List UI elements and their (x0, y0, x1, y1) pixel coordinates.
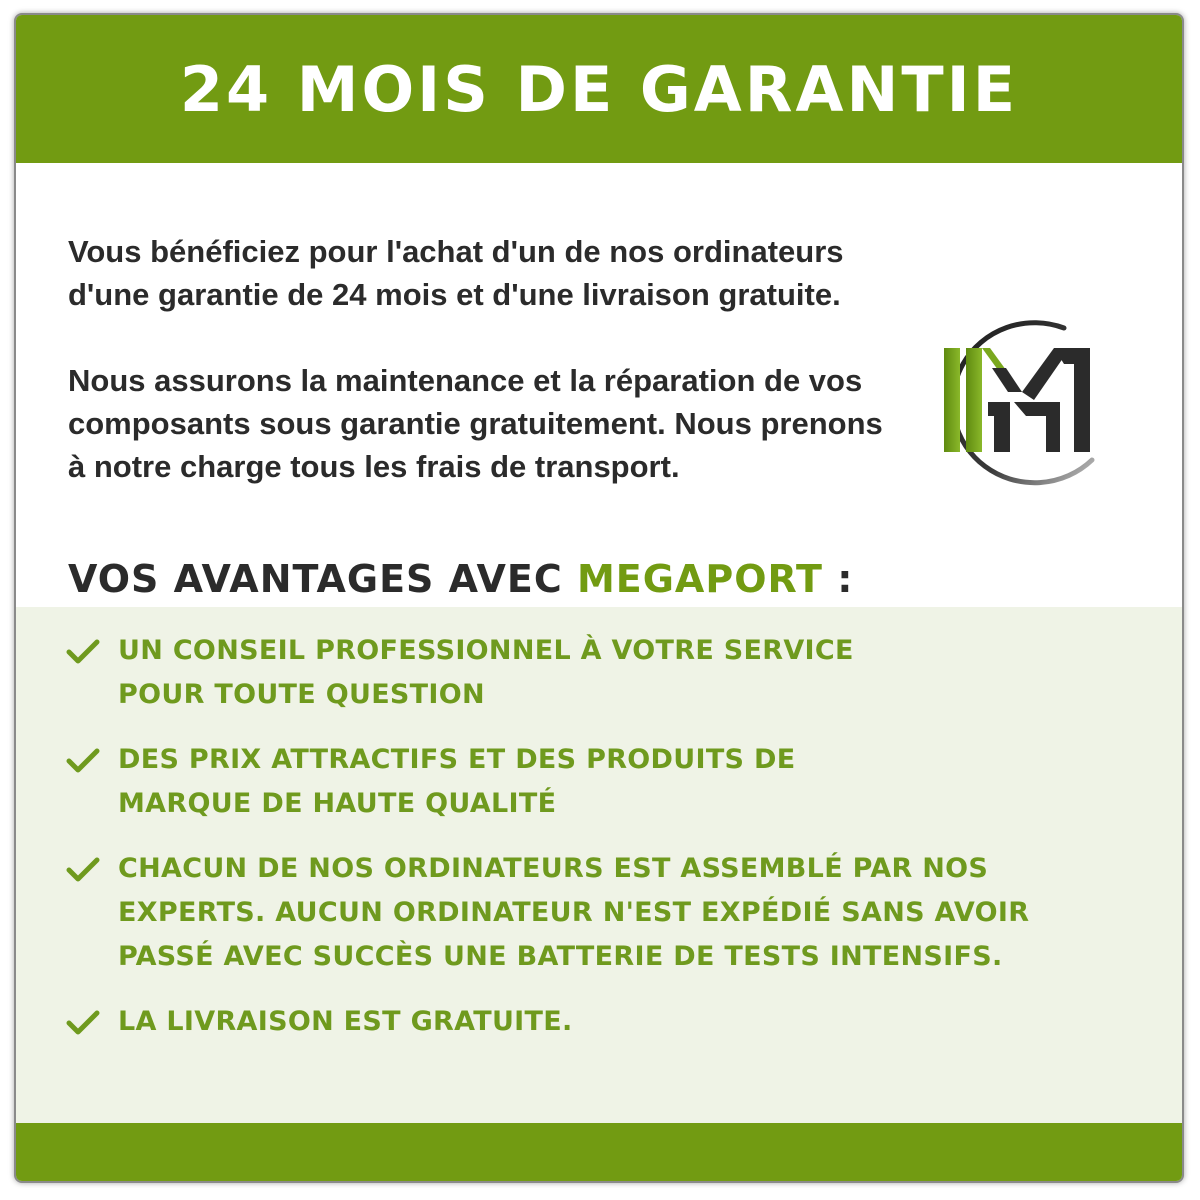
list-item (66, 1000, 1146, 1044)
advantages-list (66, 629, 1146, 1065)
intro-paragraph-maintenance: Nous assurons la maintenance et la réparation de vos composants sous garantie gratuitement. Nous prenons à notre charge tous les frais de transport. (68, 363, 883, 484)
megaport-logo (914, 310, 1114, 490)
check-icon (66, 746, 100, 776)
warranty-card (14, 13, 1184, 1183)
advantage-text: UN CONSEIL PROFESSIONNEL À VOTRE SERVICE POUR TOUTE QUESTION (118, 635, 854, 710)
list-item (66, 629, 1146, 717)
advantage-text: DES PRIX ATTRACTIFS ET DES PRODUITS DE MARQUE DE HAUTE QUALITÉ (118, 744, 796, 819)
list-item (66, 738, 1146, 826)
brand-name: MEGAPORT (576, 557, 823, 601)
advantage-text: LA LIVRAISON EST GRATUITE. (118, 1006, 573, 1037)
advantages-heading-suffix: : (822, 557, 854, 601)
advantage-text: CHACUN DE NOS ORDINATEURS EST ASSEMBLÉ PAR NOS EXPERTS. AUCUN ORDINATEUR N'EST EXPÉDIÉ SANS AVOIR PASSÉ AVEC SUCCÈS UNE BATTERIE DE TESTS INTENSIFS. (118, 853, 1030, 972)
intro-paragraph-warranty: Vous bénéficiez pour l'achat d'un de nos ordinateurs d'une garantie de 24 mois et d'une livraison gratuite. (68, 234, 844, 312)
check-icon (66, 1008, 100, 1038)
check-icon (66, 637, 100, 667)
page-title: 24 MOIS DE GARANTIE (179, 52, 1019, 126)
intro-text (68, 230, 898, 531)
advantages-heading-prefix: VOS AVANTAGES AVEC (68, 557, 563, 601)
check-icon (66, 855, 100, 885)
advantages-heading (68, 557, 853, 601)
advantages-panel (16, 607, 1182, 1127)
list-item (66, 847, 1146, 979)
header-banner (16, 15, 1182, 163)
footer-bar (16, 1123, 1182, 1181)
